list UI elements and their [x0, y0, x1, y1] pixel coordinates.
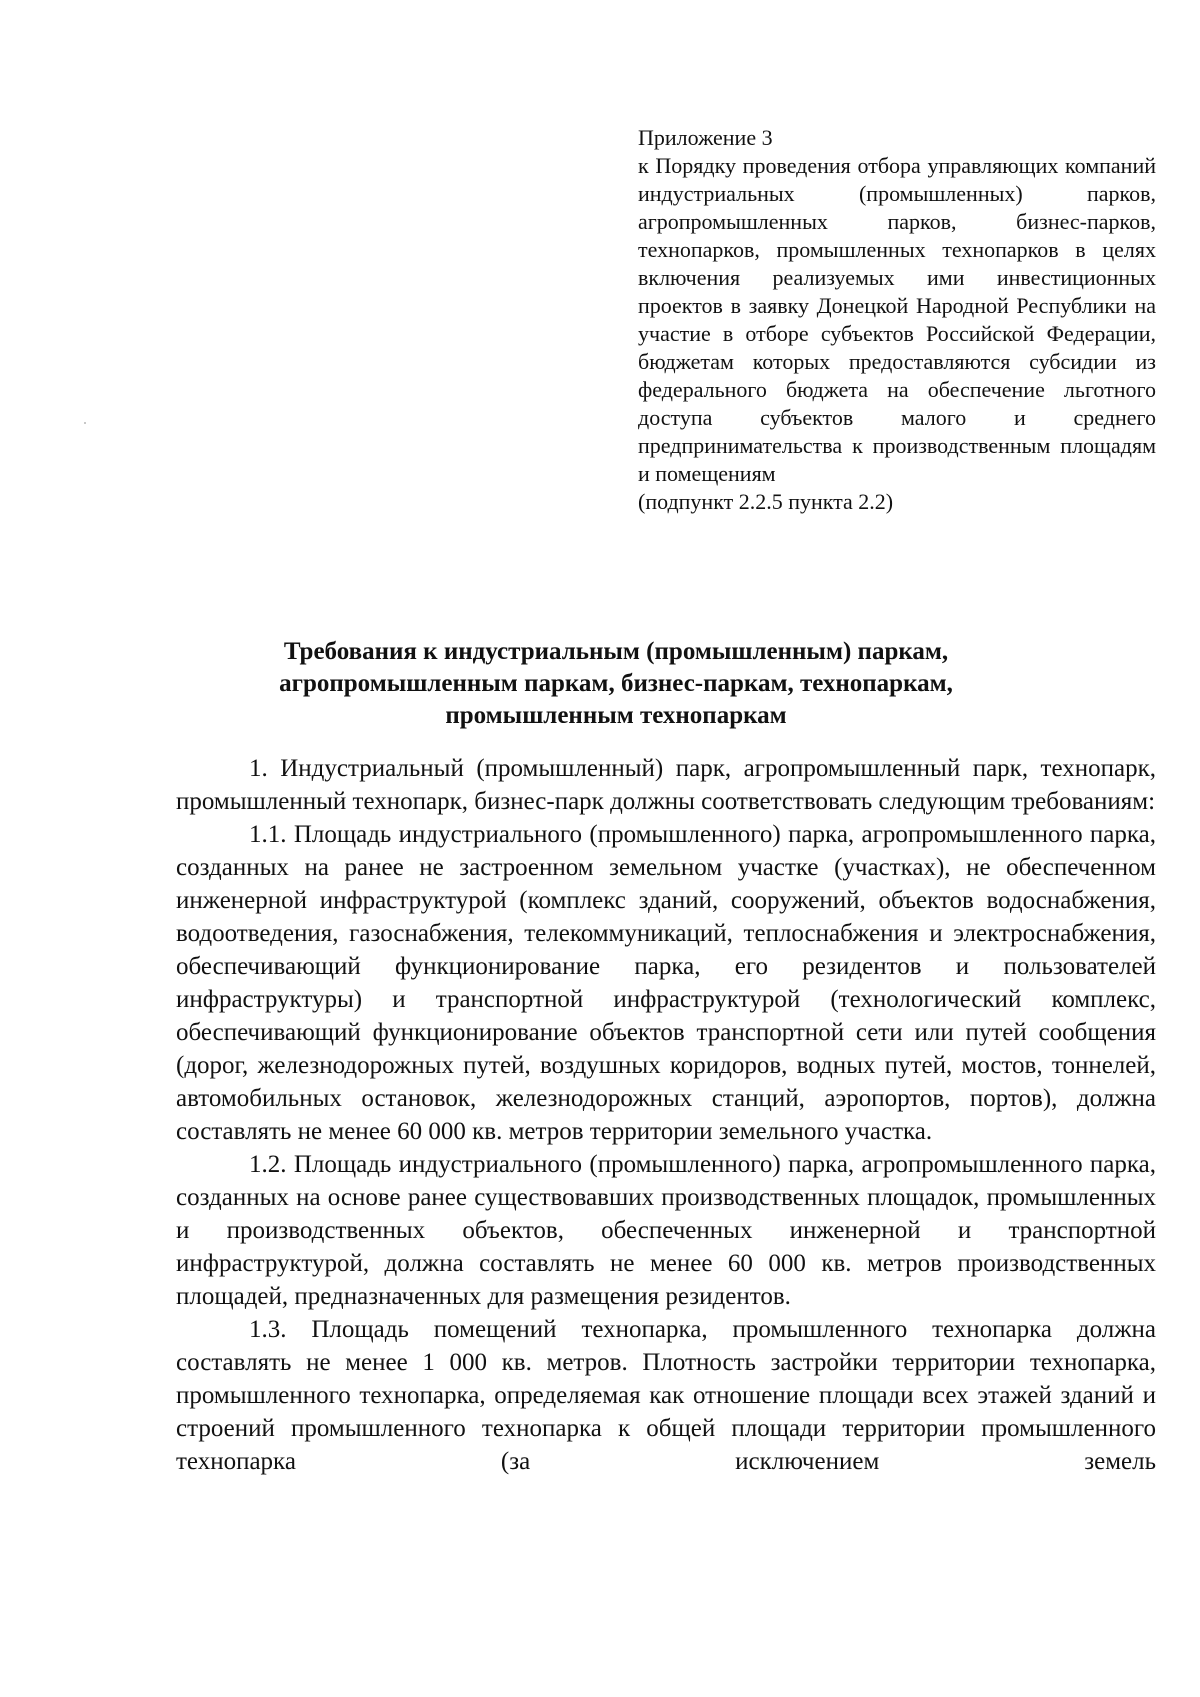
paragraph-1-2: 1.2. Площадь индустриального (промышленного) парка, агропромышленного парка, созданных на основе ранее существовавших производственных площадок, промышленных и производственных объектов, обеспеченных инженерной и транспортной инфраструктурой, должна составлять не менее 60 000 кв. метров производственных площадей, предназначенных для размещения резидентов.: [176, 1151, 1156, 1310]
paragraph-1-1: 1.1. Площадь индустриального (промышленного) парка, агропромышленного парка, созданных на ранее не застроенном земельном участке (участках), не обеспеченном инженерной инфраструктурой (комплекс зданий, сооружений, объектов водоснабжения, водоотведения, газоснабжения, телекоммуникаций, теплоснабжения и электроснабжения, обеспечивающий функционирование парка, его резидентов и пользователей инфраструктуры) и транспортной инфраструктурой (технологический комплекс, обеспечивающий функционирование объектов транспортной сети или путей сообщения (дорог, железнодорожных путей, воздушных коридоров, водных путей, мостов, тоннелей, автомобильных остановок, железнодорожных станций, аэропортов, портов), должна составлять не менее 60 000 кв. метров территории земельного участка.: [176, 821, 1156, 1145]
appendix-text: к Порядку проведения отбора управляющих компаний индустриальных (промышленных) парков, агропромышленных парков, бизнес-парков, технопарков, промышленных технопарков в целях включения реализуемых ими инвестиционных проектов в заявку Донецкой Народной Республики на участие в отборе субъектов Российской Федерации, бюджетам которых предоставляются субсидии из федерального бюджета на обеспечение льготного доступа субъектов малого и среднего предпринимательства к производственным площадям и помещениям: [638, 153, 1156, 486]
paragraph-1-3: 1.3. Площадь помещений технопарка, промышленного технопарка должна составлять не менее 1 000 кв. метров. Плотность застройки территории технопарка, промышленного технопарка, определяемая как отношение площади всех этажей зданий и строений промышленного технопарка к общей площади территории промышленного технопарка (за исключением земель: [176, 1316, 1156, 1475]
heading-line-1: Требования к индустриальным (промышленным) паркам,: [283, 638, 949, 665]
appendix-title: Приложение 3: [638, 125, 773, 150]
scan-speck: [84, 422, 86, 424]
paragraph-1: 1. Индустриальный (промышленный) парк, агропромышленный парк, технопарк, промышленный технопарк, бизнес-парк должны соответствовать следующим требованиям:: [176, 755, 1156, 815]
appendix-block: [638, 124, 1156, 516]
heading-line-3: промышленным технопаркам: [445, 702, 787, 729]
appendix-reference: (подпункт 2.2.5 пункта 2.2): [638, 489, 894, 514]
document-heading: [176, 636, 1056, 732]
heading-line-2: агропромышленным паркам, бизнес-паркам, технопаркам,: [279, 670, 953, 697]
document-body: [176, 752, 1156, 1478]
